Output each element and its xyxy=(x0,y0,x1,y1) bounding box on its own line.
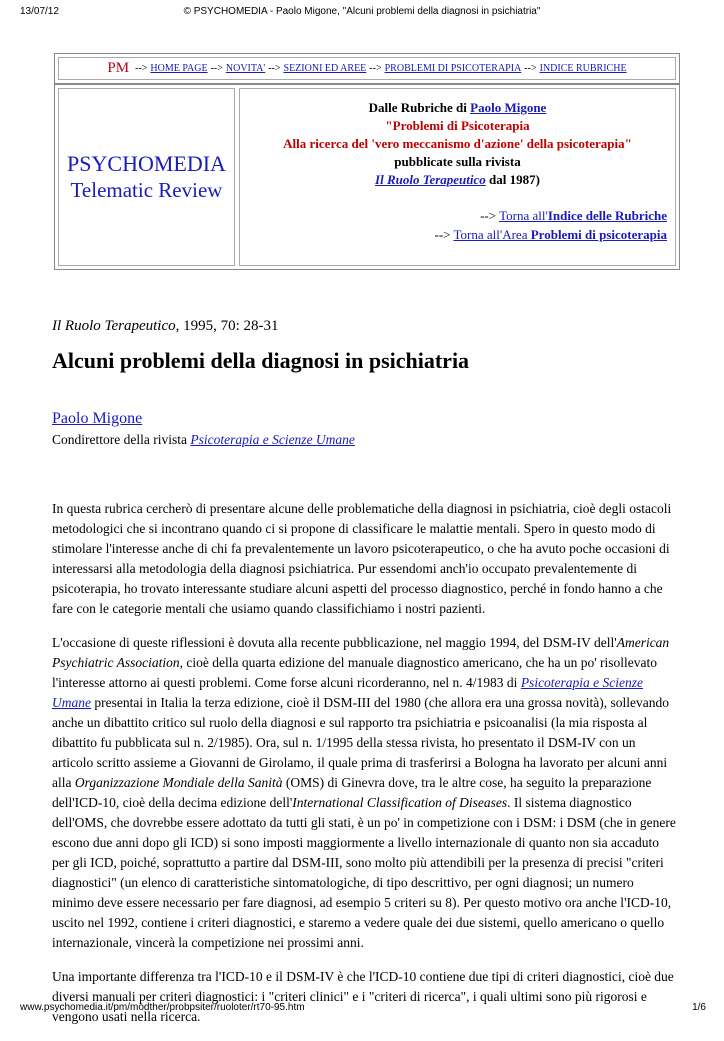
paragraph-3: Una importante differenza tra l'ICD-10 e il DSM-IV è che l'ICD-10 contiene due tipi di criteri diagnostici, cioè due diversi manuali per criteri diagnostici: i "criteri clinici" e i "criteri di ricerca", i quali ultimi sono più rigorosi e vengono usati nella ricerca. xyxy=(52,969,674,1024)
nav-link-indice[interactable]: INDICE RUBRICHE xyxy=(539,63,627,74)
brand-panel xyxy=(58,88,235,266)
author-link[interactable]: Paolo Migone xyxy=(470,100,547,115)
citation-details: , 1995, 70: 28-31 xyxy=(175,318,279,334)
rubric-prefix: Dalle Rubriche di xyxy=(368,100,471,115)
print-date: 13/07/12 xyxy=(20,6,59,17)
print-url: www.psychomedia.it/pm/modther/probpsiter/ruoloter/rt70-95.htm xyxy=(20,1002,305,1013)
p2-text: (OMS) di Ginevra dove, tra le altre cose, ha seguito la preparazione dell'ICD-10, cioè della decima edizione dell' xyxy=(52,775,652,810)
role-prefix: Condirettore della rivista xyxy=(52,432,191,447)
back-index-text: Torna all' xyxy=(499,208,548,223)
article-title: Alcuni problemi della diagnosi in psichiatria xyxy=(52,348,470,373)
back-area-link[interactable] xyxy=(454,227,668,242)
article-author-link[interactable]: Paolo Migone xyxy=(52,410,143,427)
print-title: © PSYCHOMEDIA - Paolo Migone, "Alcuni problemi della diagnosi in psichiatria" xyxy=(183,6,541,17)
nav-link-sezioni[interactable]: SEZIONI ED AREE xyxy=(283,63,367,74)
p2-text: presentai in Italia la terza edizione, cioè il DSM-III del 1980 (che allora era una grossa novità), sollevando anche un dibattito critico sul ruolo della diagnosi e sul rapporto tra psichiatria e psicoanalisi (la mia risposta al dibattito fu pubblicata sul n. 2/1985). Ora, sul n. 1/1995 della stessa rivista, ho presentato il DSM-IV con un articolo scritto assieme a Giovanni de Girolamo, il quale prima di trasferirsi a Bologna ha lavorato per alcuni anni alla xyxy=(52,695,670,790)
pm-logo: PM xyxy=(107,60,130,76)
nav-link-home[interactable]: HOME PAGE xyxy=(150,63,208,74)
nav-arrow: --> xyxy=(369,63,382,74)
p2-journal-link[interactable]: Psicoterapia e Scienze Umane xyxy=(52,675,644,710)
p2-oms: Organizzazione Mondiale della Sanità xyxy=(74,775,283,790)
brand-tagline: Telematic Review xyxy=(70,178,223,202)
nav-arrow: --> xyxy=(268,63,281,74)
back-index-link[interactable] xyxy=(499,208,667,223)
p2-text: L'occasione di queste riflessioni è dovuta alla recente pubblicazione, nel maggio 1994, del DSM-IV dell' xyxy=(52,635,617,650)
page-number: 1/6 xyxy=(692,1002,706,1013)
brand-name: PSYCHOMEDIA xyxy=(67,151,226,176)
back-to-index xyxy=(434,206,667,225)
paragraph-2 xyxy=(52,633,678,953)
nav-link-novita[interactable]: NOVITA' xyxy=(225,63,266,74)
back-to-area xyxy=(434,225,667,244)
paragraph-1: In questa rubrica cercherò di presentare alcune delle problematiche della diagnosi in psichiatria, cioè degli ostacoli metodologici che si incontrano quando ci si propone di classificare le malattie mentali. Spero in questo modo di stimolare l'interesse anche di chi fa prevalentemente un lavoro psicoterapeutico, o che ha avuto poche occasioni di interessarsi alla metodologia della diagnosi psichiatrica. Pur essendomi anch'io occupato prevalentemente di psicoterapia, ho trovato interessante studiare alcuni aspetti del processo diagnostico, perché in fondo hanno a che fare con le categorie mentali che usiamo quando classifichiamo i nostri pazienti. xyxy=(52,501,672,616)
author-role xyxy=(52,432,355,448)
p2-icd: International Classification of Diseases xyxy=(292,795,508,810)
top-navigation xyxy=(54,53,680,84)
journal-link[interactable]: Il Ruolo Terapeutico xyxy=(375,172,486,187)
rubric-title: "Problemi di Psicoterapia xyxy=(385,118,530,133)
back-arrow: --> xyxy=(480,208,500,223)
article-author xyxy=(52,410,142,428)
nav-link-problemi[interactable]: PROBLEMI DI PSICOTERAPIA xyxy=(384,63,522,74)
p2-text: , cioè della quarta edizione del manuale diagnostico americano, che ha un po' risollevato l'interesse attorno ai questi problemi. Come forse alcuni ricorderanno, nel n. 4/1983 di xyxy=(52,655,657,690)
p2-apa: American Psychiatric Association xyxy=(52,635,670,670)
back-area-text: Torna all'Area xyxy=(453,227,531,242)
journal-year: dal 1987) xyxy=(485,172,540,187)
citation-journal: Il Ruolo Terapeutico xyxy=(52,318,176,334)
nav-arrow: --> xyxy=(135,63,148,74)
back-area-bold: Problemi di psicoterapia xyxy=(530,227,667,242)
back-arrow: --> xyxy=(434,227,454,242)
article-body xyxy=(52,499,678,1041)
back-index-bold: Indice delle Rubriche xyxy=(547,208,667,223)
nav-arrow: --> xyxy=(210,63,223,74)
rubric-subtitle: Alla ricerca del 'vero meccanismo d'azione' della psicoterapia" xyxy=(283,136,632,151)
header-box xyxy=(54,84,680,270)
article-citation xyxy=(52,318,279,335)
rubric-byline xyxy=(240,99,675,117)
journal-line xyxy=(240,171,675,189)
role-journal-link[interactable]: Psicoterapia e Scienze Umane xyxy=(190,432,355,447)
nav-arrow: --> xyxy=(524,63,537,74)
published-note: pubblicate sulla rivista xyxy=(394,154,521,169)
p2-text: . Il sistema diagnostico dell'OMS, che dovrebbe essere adottato da tutti gli stati, è un po' in competizione con i DSM: i DSM (che in genere escono due anni dopo gli ICD) si sono imposti maggiormente a livello internazionale di quanto non sia accaduto per gli ICD, poiché, soprattutto a partire dal DSM-III, sono molto più attendibili per la presenza di precisi "criteri diagnostici" (un elenco di caratteristiche sintomatologiche, di tipo descrittivo, per ogni diagnosi; un numero minimo deve essere necessario per fare diagnosi, ad esempio 5 criteri su 8). Per questo motivo ora anche l'ICD-10, uscito nel 1992, contiene i criteri diagnostici, e staremo a vedere quale dei due sistemi, quello americano o quello internazionale, vincerà la competizione nei prossimi anni. xyxy=(52,795,676,950)
rubric-panel xyxy=(239,88,676,266)
